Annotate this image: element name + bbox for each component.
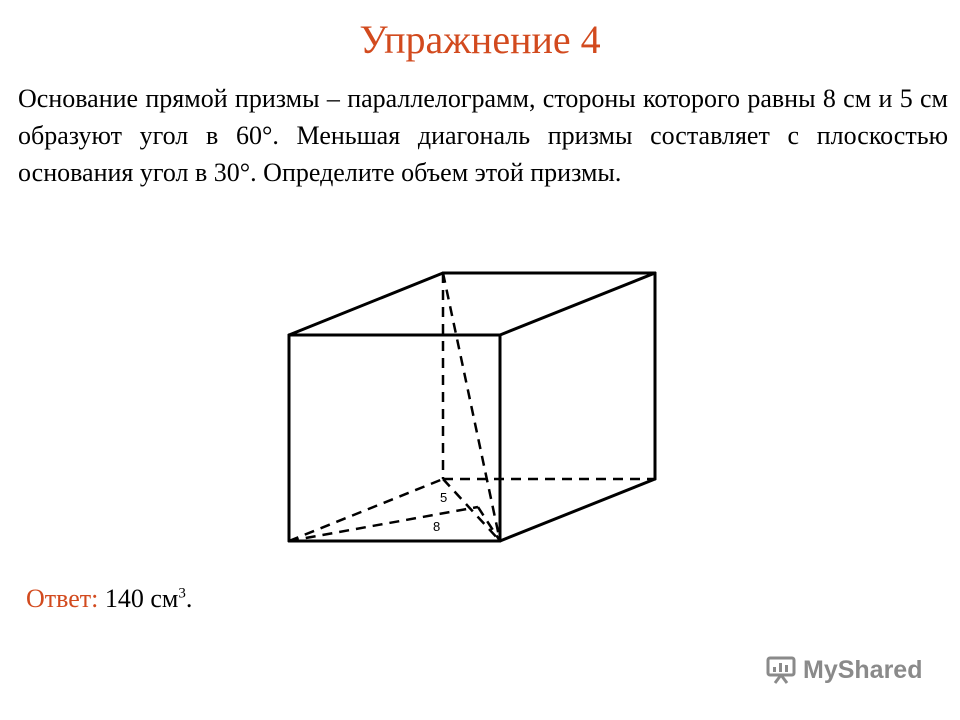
- label-long-side: 8: [433, 519, 441, 534]
- hidden-edge-bottom-left: [289, 479, 443, 541]
- logo-text: MyShared: [803, 655, 923, 684]
- answer-value: 140 см: [104, 584, 179, 613]
- edge-top-right: [500, 273, 655, 335]
- answer-exponent: 3: [178, 585, 186, 602]
- base-diagonal-long: [289, 507, 478, 541]
- edge-bottom-right: [500, 479, 655, 541]
- answer-label: Ответ:: [26, 584, 99, 613]
- base-diagonal-short: [443, 479, 500, 541]
- presentation-board-icon: [765, 655, 797, 685]
- page-title: Упражнение 4: [359, 17, 601, 62]
- myshared-logo[interactable]: [765, 655, 922, 685]
- label-short-side: 5: [440, 490, 448, 505]
- edge-top-left: [289, 273, 443, 335]
- prism-diagonal: [443, 273, 500, 541]
- answer: [26, 584, 192, 614]
- problem-text: Основание прямой призмы – параллелограмм, стороны которого равны 8 см и 5 см образуют угол в 60°. Меньшая диагональ призмы составляет с плоскостью основания угол в 30°. Определите объем этой призмы.: [18, 84, 948, 187]
- answer-end: .: [185, 584, 193, 613]
